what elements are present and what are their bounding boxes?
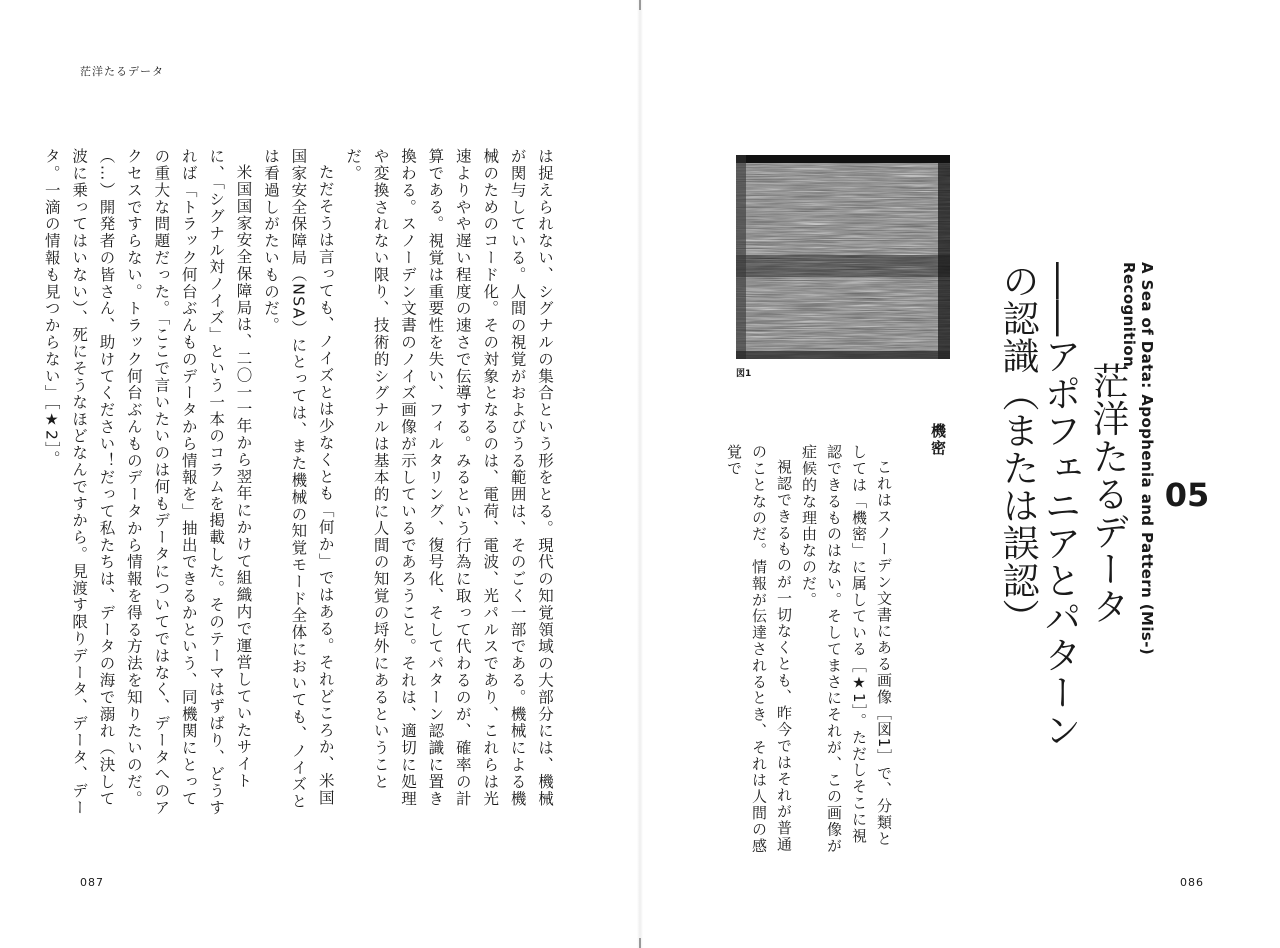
body-paragraph: は捉えられない、シグナルの集合という形をとる。現代の知覚領域の大部分には、機械が関与している。人間の視覚がおよびうる範囲は、そのごく一部である。機械による機械のためのコード化。その対象となるのは、電荷、電波、光パルスであり、これらは光速よりやや遅い程度の速さで伝導する。みるという行為に取って代わるのが、確率の計算である。視覚は重要性を失い、フィルタリング、復号化、そしてパターン認識に置き換わる。スノーデン文書のノイズ画像が示しているであろうこと。それは、適切に処理や変換されない限り、技術的シグナルは基本的に人間の知覚の埒外にあるということだ。 [344,148,554,808]
body-paragraph: これはスノーデン文書にある画像［図1］で、分類としては「機密」に属している［★1］。ただしそこに視認できるものはない。そしてまさにそれが、この画像が症候的な理由なのだ。 [800,444,893,854]
noise-image-graphic [736,155,950,359]
section-body [725,444,896,854]
section-heading: 機密 [929,423,947,457]
body-paragraph: ただそうは言っても、ノイズとは少なくとも「何か」ではある。それどころか、米国国家安全保障局（NSA）にとっては、また機械の知覚モード全体においても、ノイズとは看過しがたいものだ。 [261,148,335,810]
chapter-title-sub: ――アポフェニアとパターンの認識（または誤認） [996,262,1081,749]
figure-caption: 図1 [736,369,752,379]
page-number-left: 087 [80,876,104,889]
body-text [42,148,558,818]
body-paragraph: 視認できるものが一切なくとも、昨今ではそれが普通のことなのだ。情報が伝達されるとき、それは人間の感覚で [725,444,793,854]
chapter-title: 茫洋たるデータ [1086,362,1129,626]
page-number-right: 086 [1180,876,1204,889]
chapter-number: 05 [1164,476,1210,514]
noise-image [736,155,950,359]
chapter-subtitle-en: A Sea of Data: Apophenia and Pattern (Mis-) Recognition [1120,262,1156,656]
body-paragraph: 米国国家安全保障局は、二〇一一年から翌年にかけて組織内で運営していたサイトに、「シグナル対ノイズ」という一本のコラムを掲載した。そのテーマはずばり、どうすれば「トラック何台ぶんものデータから情報を」抽出できるかという、同機関にとっての重大な問題だった。「ここで言いたいのは何もデータについてではなく、データへのアクセスですらない。トラック何台ぶんものデータから情報を得る方法を知りたいのだ。（…）開発者の皆さん、助けてください！だって私たちは、データの海で溺れ（決して波に乗ってはいない）、死にそうなほどなんですから。見渡す限りデータ、データ、データ。一滴の情報も見つからない」［★2］。 [42,148,253,817]
running-head: 茫洋たるデータ [80,65,164,78]
